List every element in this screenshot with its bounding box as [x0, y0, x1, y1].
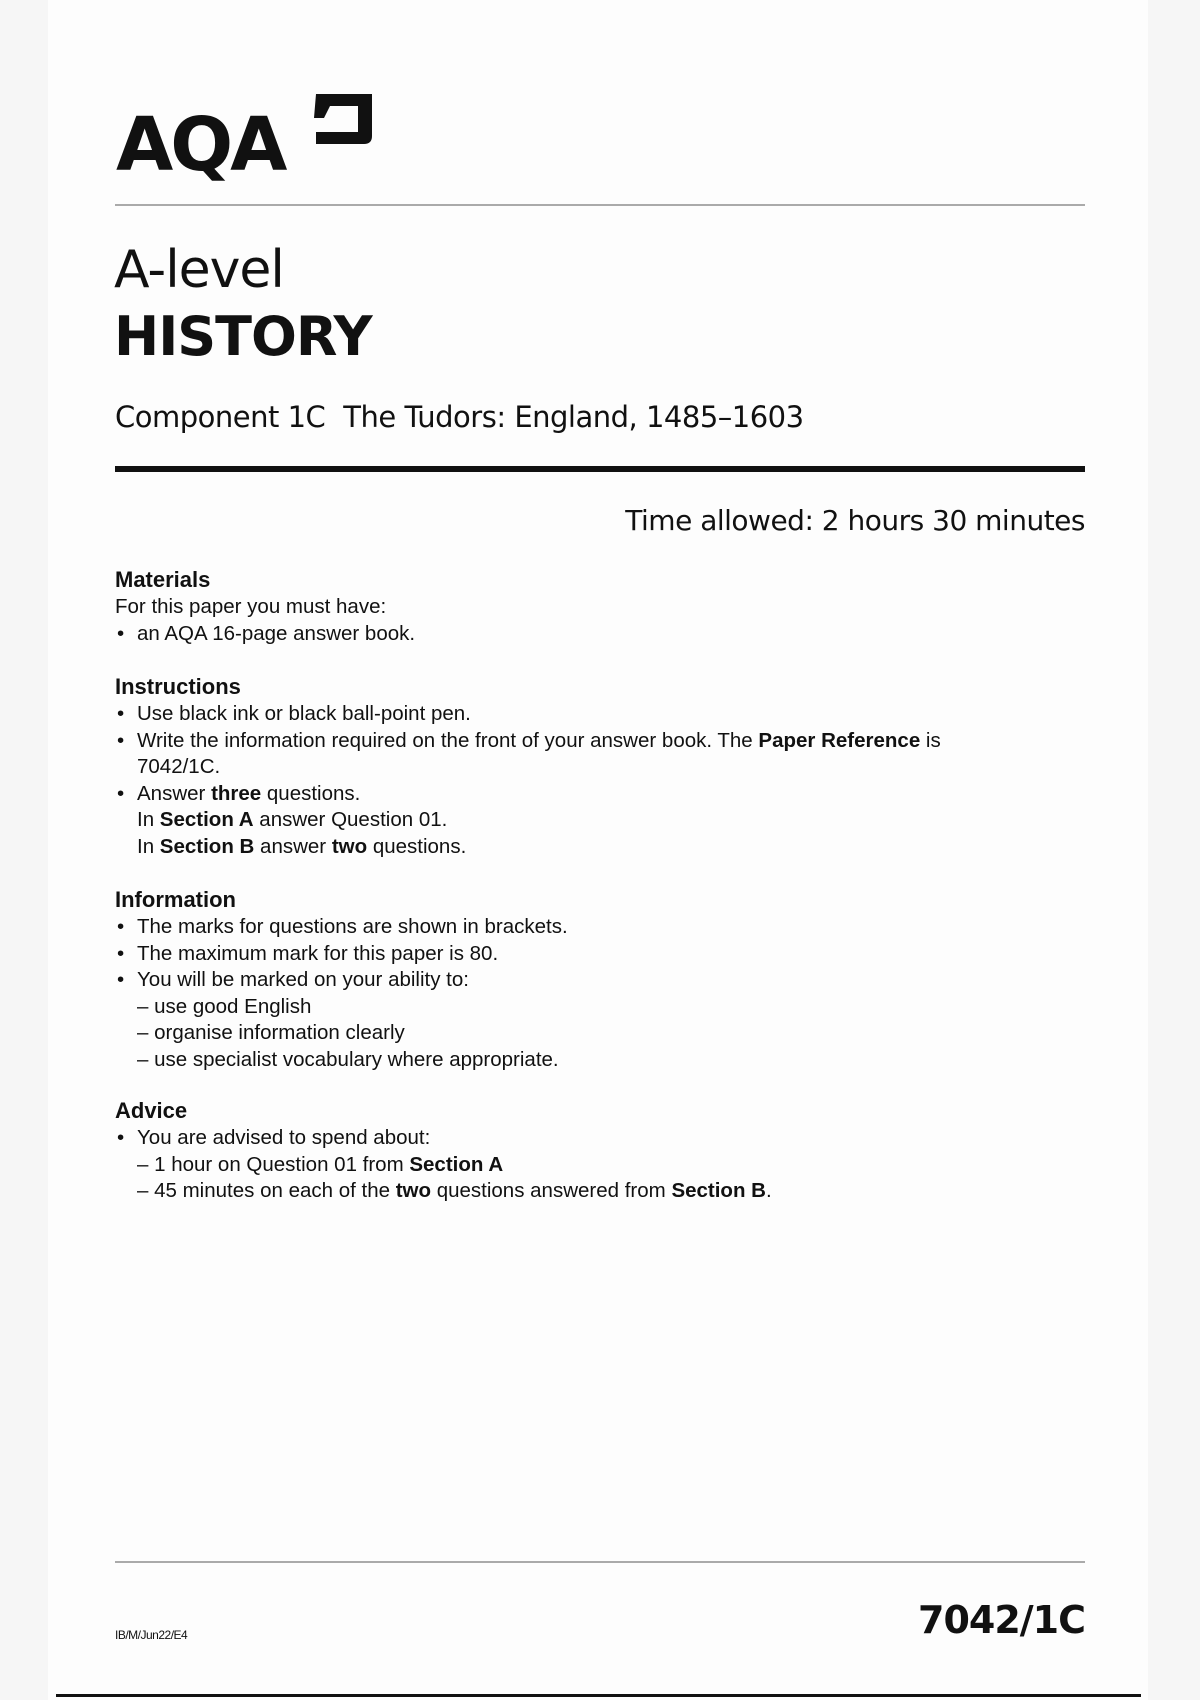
instructions-heading: Instructions	[115, 674, 241, 699]
document-code: IB/M/Jun22/E4	[115, 1628, 188, 1642]
materials-section	[115, 566, 1075, 647]
list-subitem	[115, 807, 1075, 834]
subject-title: HISTORY	[114, 305, 372, 368]
text: questions.	[367, 834, 467, 858]
page-bottom-edge	[56, 1694, 1141, 1697]
advice-heading: Advice	[115, 1098, 188, 1123]
text: is	[920, 728, 941, 752]
list-item	[115, 781, 1075, 808]
footer-divider	[115, 1561, 1085, 1563]
list-subitem: – organise information clearly	[137, 1021, 405, 1044]
component-title	[115, 400, 804, 434]
list-item	[115, 728, 1075, 781]
list-subitem	[115, 834, 1075, 861]
bold-text: Paper Reference	[758, 728, 921, 752]
list-item: • an AQA 16-page answer book.	[115, 621, 1075, 648]
text: .	[765, 1179, 772, 1202]
text: answer	[254, 834, 332, 858]
list-subitem: – use good English	[137, 994, 312, 1018]
aqa-logo	[116, 92, 376, 187]
list-item: • You will be marked on your ability to:	[115, 967, 1075, 994]
text: Answer	[137, 781, 212, 805]
time-allowed: Time allowed: 2 hours 30 minutes	[625, 504, 1085, 537]
materials-heading: Materials	[115, 567, 211, 592]
list-subitem: – use specialist vocabulary where appropriate.	[137, 1047, 559, 1071]
logo-text: AQA	[116, 102, 285, 188]
logo-mark-icon	[296, 92, 376, 152]
bold-text: Section B	[159, 834, 255, 858]
bold-text: Section A	[159, 808, 254, 831]
instructions-section	[115, 673, 1075, 860]
text: In	[137, 834, 160, 858]
text: – 1 hour on Question 01 from	[137, 1152, 410, 1176]
bold-text: Section A	[409, 1152, 504, 1176]
list-subitem	[115, 1152, 1075, 1179]
text: questions answered from	[431, 1179, 672, 1202]
qualification-level: A-level	[114, 240, 284, 300]
advice-section	[115, 1097, 1075, 1205]
materials-intro: For this paper you must have:	[115, 595, 387, 618]
component-name: The Tudors: England, 1485–1603	[343, 400, 804, 434]
bold-text: Section B	[671, 1179, 766, 1202]
information-section	[115, 886, 1075, 1073]
text: – 45 minutes on each of the	[137, 1179, 396, 1202]
paper-reference: 7042/1C	[918, 1598, 1085, 1642]
text: questions.	[261, 781, 361, 805]
list-item: • You are advised to spend about:	[115, 1125, 1075, 1152]
bold-text: two	[331, 834, 368, 858]
bold-text: two	[395, 1179, 431, 1202]
list-subitem	[115, 1178, 1075, 1205]
list-item: • The marks for questions are shown in brackets.	[115, 914, 1075, 941]
text: answer Question 01.	[253, 808, 448, 831]
header-divider	[115, 204, 1085, 206]
information-heading: Information	[115, 887, 236, 912]
text: 7042/1C.	[137, 755, 221, 778]
component-code: Component 1C	[115, 400, 326, 434]
list-item: • The maximum mark for this paper is 80.	[115, 941, 1075, 968]
text: Write the information required on the front of your answer book. The	[137, 728, 759, 752]
title-divider	[115, 466, 1085, 472]
text: In	[137, 808, 160, 831]
bold-text: three	[211, 781, 262, 805]
list-item: • Use black ink or black ball-point pen.	[115, 701, 1075, 728]
